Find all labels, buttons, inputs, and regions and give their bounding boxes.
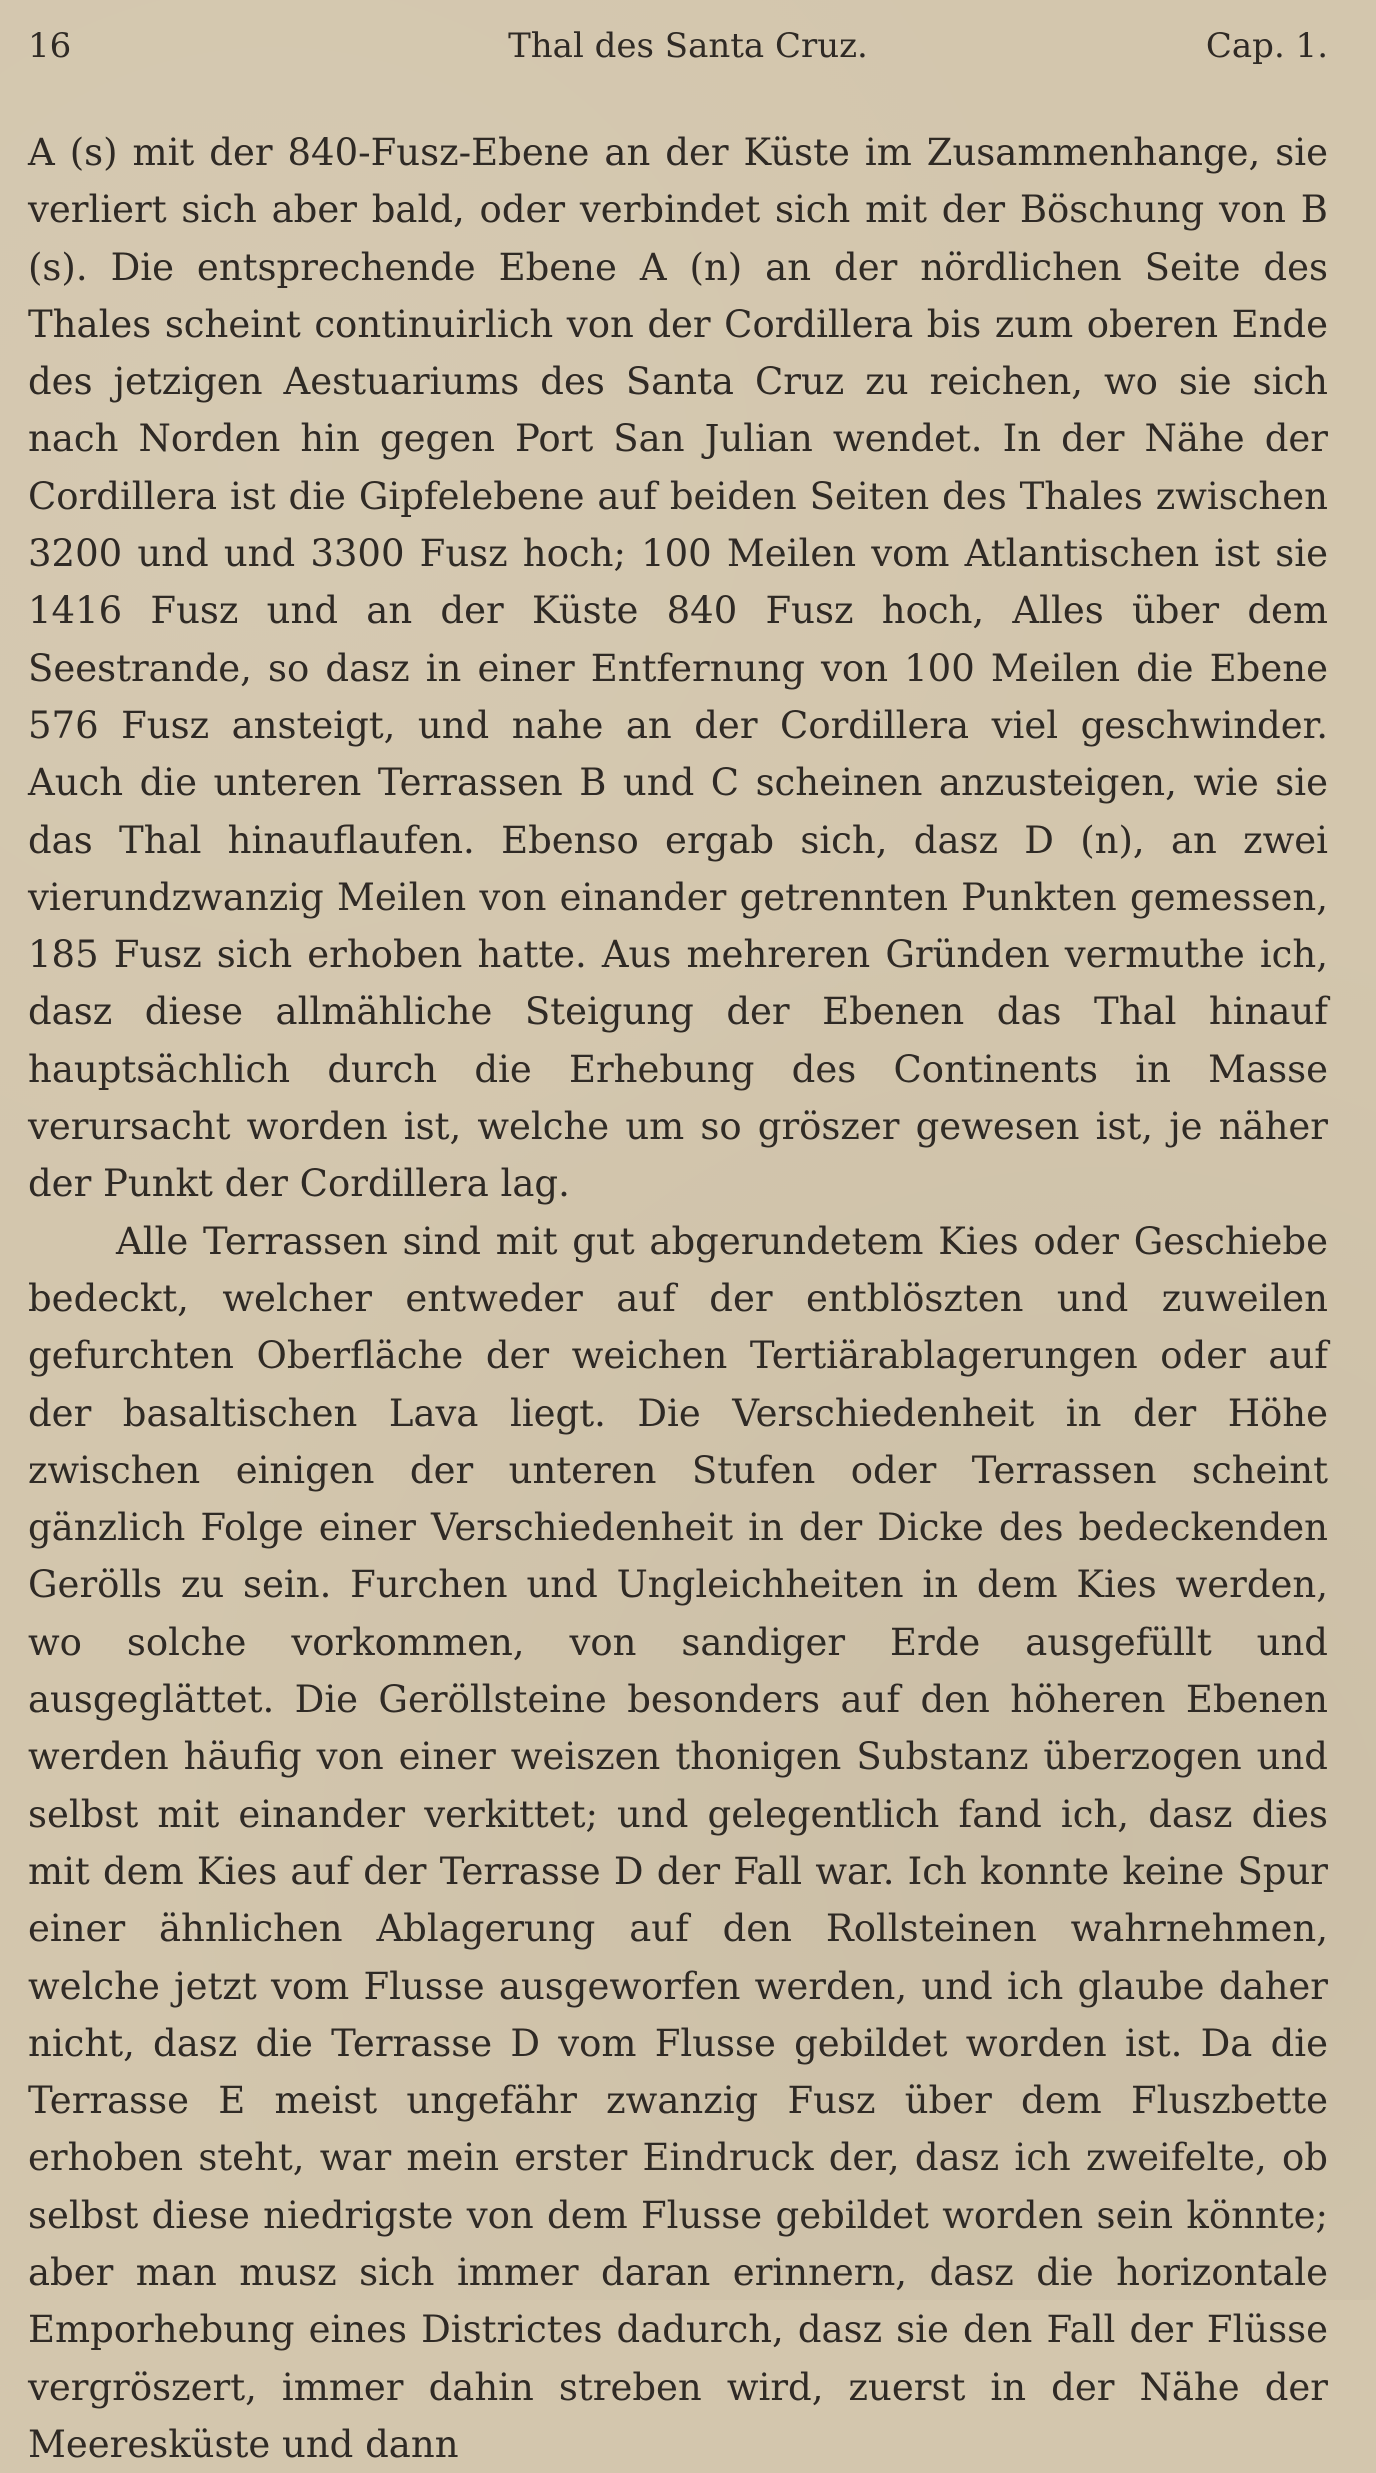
chapter-label: Cap. 1. — [1205, 26, 1328, 66]
page-number: 16 — [28, 26, 72, 66]
running-head — [28, 18, 1328, 74]
paragraph-2: Alle Terrassen sind mit gut abgerundetem Kies oder Geschiebe bedeckt, welcher entweder auf der entblöszten und zuweilen gefurchten Oberfläche der weichen Tertiärablagerungen oder auf der basaltischen Lava liegt. Die Verschiedenheit in der Höhe zwischen einigen der unteren Stufen oder Terrassen scheint gänzlich Folge einer Verschiedenheit in der Dicke des bedeckenden Gerölls zu sein. Furchen und Ungleichheiten in dem Kies werden, wo solche vorkommen, von sandiger Erde ausgefüllt und ausgeglättet. Die Geröllsteine besonders auf den höheren Ebenen werden häufig von einer weiszen thonigen Substanz überzogen und selbst mit einander verkittet; und gelegentlich fand ich, dasz dies mit dem Kies auf der Terrasse D der Fall war. Ich konnte keine Spur einer ähnlichen Ablagerung auf den Rollsteinen wahrnehmen, welche jetzt vom Flusse ausgeworfen werden, und ich glaube daher nicht, dasz die Terrasse D vom Flusse gebildet worden ist. Da die Terrasse E meist ungefähr zwanzig Fusz über dem Fluszbette erhoben steht, war mein erster Eindruck der, dasz ich zweifelte, ob selbst diese niedrigste von dem Flusse gebildet worden sein könnte; aber man musz sich immer daran erinnern, dasz die horizontale Emporhebung eines Districtes dadurch, dasz sie den Fall der Flüsse vergröszert, immer dahin streben wird, zuerst in der Nähe der Meeresküste und dann — [28, 1219, 1328, 2466]
paragraph-1: A (s) mit der 840-Fusz-Ebene an der Küste im Zusammenhange, sie verliert sich aber bald, oder verbindet sich mit der Böschung von B (s). Die entsprechende Ebene A (n) an der nördlichen Seite des Thales scheint continuirlich von der Cordillera bis zum oberen Ende des jetzigen Aestuariums des Santa Cruz zu reichen, wo sie sich nach Norden hin gegen Port San Julian wendet. In der Nähe der Cordillera ist die Gipfelebene auf beiden Seiten des Thales zwischen 3200 und und 3300 Fusz hoch; 100 Meilen vom Atlantischen ist sie 1416 Fusz und an der Küste 840 Fusz hoch, Alles über dem Seestrande, so dasz in einer Entfernung von 100 Meilen die Ebene 576 Fusz ansteigt, und nahe an der Cordillera viel geschwinder. Auch die unteren Terrassen B und C scheinen anzusteigen, wie sie das Thal hinauflaufen. Ebenso ergab sich, dasz D (n), an zwei vierundzwanzig Meilen von einander getrennten Punkten gemessen, 185 Fusz sich erhoben hatte. Aus mehreren Gründen vermuthe ich, dasz diese allmähliche Steigung der Ebenen das Thal hinauf hauptsächlich durch die Erhebung des Continents in Masse verursacht worden ist, welche um so gröszer gewesen ist, je näher der Punkt der Cordillera lag. — [28, 131, 1328, 1206]
body-text — [28, 124, 1328, 2473]
running-title: Thal des Santa Cruz. — [508, 26, 868, 66]
